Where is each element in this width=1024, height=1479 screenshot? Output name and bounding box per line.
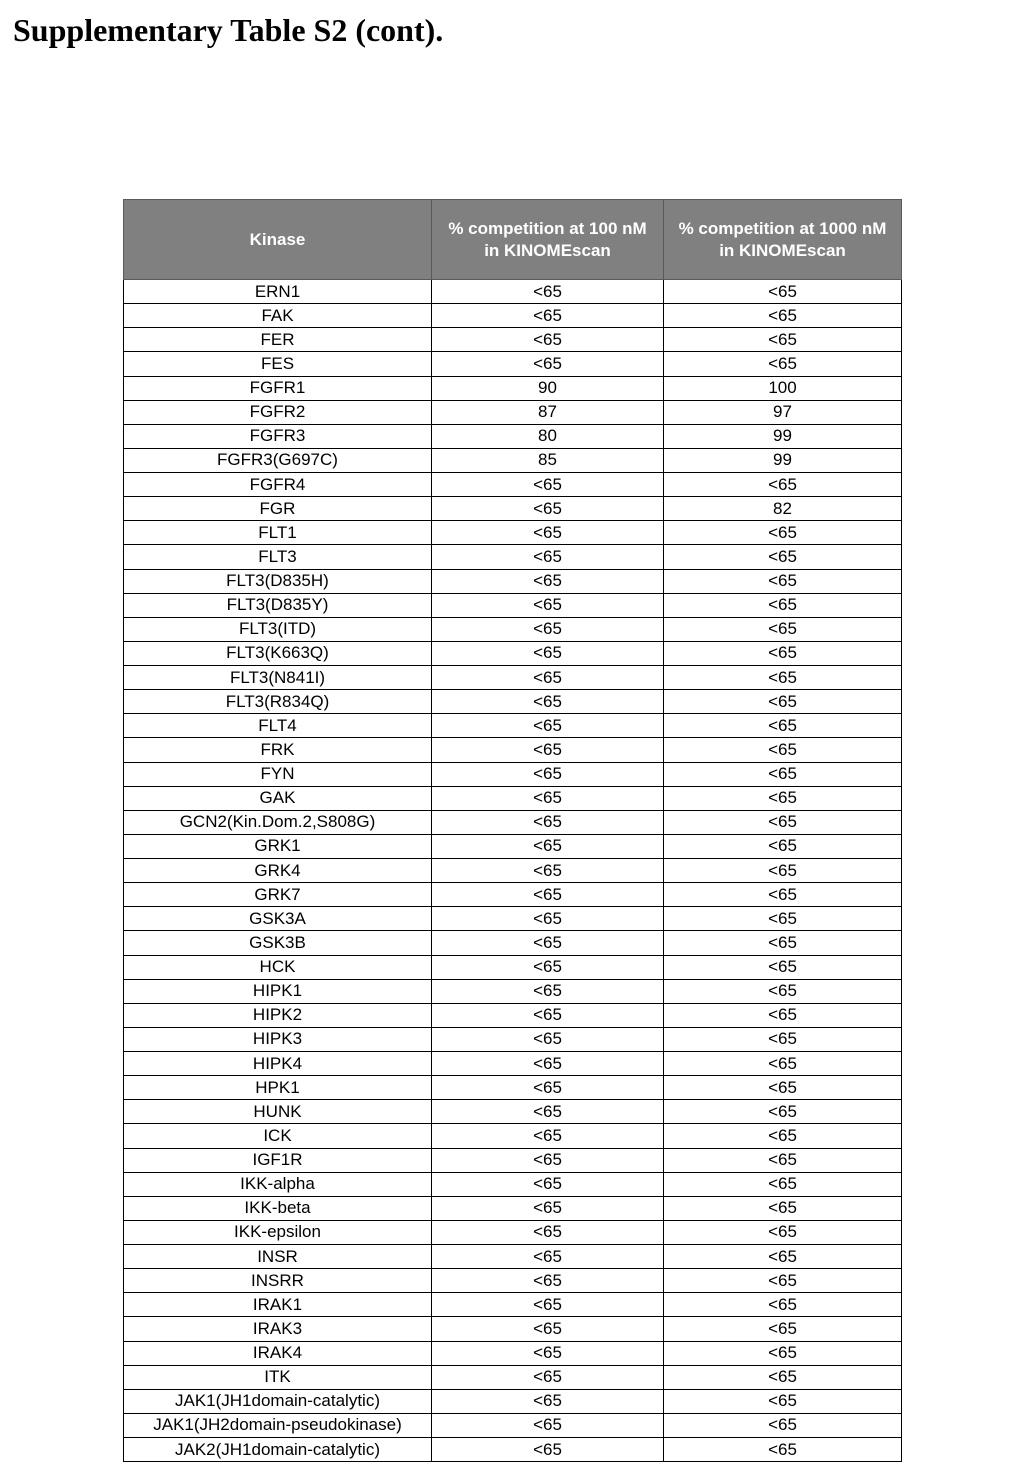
competition-1000nm-cell: <65 <box>664 641 902 665</box>
competition-1000nm-cell: <65 <box>664 690 902 714</box>
kinase-cell: GRK4 <box>124 859 432 883</box>
competition-100nm-cell: <65 <box>432 1438 664 1462</box>
competition-1000nm-cell: 99 <box>664 424 902 448</box>
competition-1000nm-cell: <65 <box>664 328 902 352</box>
table-row <box>124 1413 902 1437</box>
header-kinase-line-1: Kinase <box>249 229 306 249</box>
competition-1000nm-cell: <65 <box>664 1172 902 1196</box>
competition-100nm-cell: <65 <box>432 1124 664 1148</box>
kinase-cell: IRAK4 <box>124 1341 432 1365</box>
competition-1000nm-cell: <65 <box>664 593 902 617</box>
kinase-cell: ERN1 <box>124 280 432 304</box>
kinase-cell: FRK <box>124 738 432 762</box>
table-row <box>124 1172 902 1196</box>
table-row <box>124 376 902 400</box>
kinase-cell: GRK1 <box>124 834 432 858</box>
competition-1000nm-cell: <65 <box>664 955 902 979</box>
competition-1000nm-cell: <65 <box>664 1341 902 1365</box>
kinase-cell: ITK <box>124 1365 432 1389</box>
table-row <box>124 979 902 1003</box>
table-header <box>124 200 902 280</box>
competition-1000nm-cell: <65 <box>664 834 902 858</box>
competition-100nm-cell: <65 <box>432 304 664 328</box>
table-row <box>124 545 902 569</box>
kinase-cell: GSK3B <box>124 931 432 955</box>
kinase-cell: FES <box>124 352 432 376</box>
kinase-cell: HIPK2 <box>124 1003 432 1027</box>
table-row <box>124 617 902 641</box>
competition-100nm-cell: 87 <box>432 400 664 424</box>
table-row <box>124 593 902 617</box>
kinase-cell: FGFR3(G697C) <box>124 448 432 472</box>
kinase-cell: IGF1R <box>124 1148 432 1172</box>
competition-100nm-cell: <65 <box>432 762 664 786</box>
competition-1000nm-cell: <65 <box>664 1245 902 1269</box>
competition-1000nm-cell: <65 <box>664 1027 902 1051</box>
competition-100nm-cell: <65 <box>432 1148 664 1172</box>
competition-100nm-cell: <65 <box>432 810 664 834</box>
competition-1000nm-cell: <65 <box>664 304 902 328</box>
competition-1000nm-cell: <65 <box>664 666 902 690</box>
kinase-table <box>123 199 902 1462</box>
competition-1000nm-cell: <65 <box>664 1317 902 1341</box>
table-row <box>124 786 902 810</box>
header-competition-100nm <box>432 200 664 280</box>
competition-1000nm-cell: <65 <box>664 1148 902 1172</box>
kinase-cell: GAK <box>124 786 432 810</box>
table-row <box>124 666 902 690</box>
competition-100nm-cell: <65 <box>432 521 664 545</box>
competition-1000nm-cell: <65 <box>664 714 902 738</box>
table-row <box>124 1148 902 1172</box>
competition-100nm-cell: <65 <box>432 1003 664 1027</box>
header-competition-1000nm-line-2: in KINOMEscan <box>719 240 846 260</box>
competition-100nm-cell: <65 <box>432 1052 664 1076</box>
kinase-cell: HIPK1 <box>124 979 432 1003</box>
header-competition-100nm-line-1: % competition at 100 nM <box>448 218 647 238</box>
competition-1000nm-cell: <65 <box>664 1076 902 1100</box>
competition-100nm-cell: <65 <box>432 859 664 883</box>
table-row <box>124 1220 902 1244</box>
competition-1000nm-cell: <65 <box>664 1052 902 1076</box>
competition-1000nm-cell: <65 <box>664 1365 902 1389</box>
competition-100nm-cell: <65 <box>432 1317 664 1341</box>
kinase-cell: FGFR4 <box>124 473 432 497</box>
competition-1000nm-cell: <65 <box>664 907 902 931</box>
competition-1000nm-cell: 97 <box>664 400 902 424</box>
kinase-cell: HIPK3 <box>124 1027 432 1051</box>
kinase-cell: FLT3(D835H) <box>124 569 432 593</box>
competition-100nm-cell: <65 <box>432 979 664 1003</box>
competition-1000nm-cell: <65 <box>664 617 902 641</box>
competition-1000nm-cell: <65 <box>664 1438 902 1462</box>
kinase-cell: FER <box>124 328 432 352</box>
kinase-cell: GCN2(Kin.Dom.2,S808G) <box>124 810 432 834</box>
kinase-cell: FLT4 <box>124 714 432 738</box>
table-row <box>124 424 902 448</box>
competition-100nm-cell: <65 <box>432 497 664 521</box>
competition-1000nm-cell: <65 <box>664 931 902 955</box>
competition-1000nm-cell: 99 <box>664 448 902 472</box>
competition-1000nm-cell: <65 <box>664 1220 902 1244</box>
competition-100nm-cell: <65 <box>432 1076 664 1100</box>
kinase-cell: FAK <box>124 304 432 328</box>
kinase-cell: JAK2(JH1domain-catalytic) <box>124 1438 432 1462</box>
competition-100nm-cell: <65 <box>432 1365 664 1389</box>
table-row <box>124 1269 902 1293</box>
table-row <box>124 1100 902 1124</box>
kinase-cell: FLT3(N841I) <box>124 666 432 690</box>
table-row <box>124 280 902 304</box>
table-row <box>124 1317 902 1341</box>
kinase-cell: FGR <box>124 497 432 521</box>
competition-100nm-cell: <65 <box>432 1389 664 1413</box>
competition-1000nm-cell: <65 <box>664 521 902 545</box>
competition-100nm-cell: <65 <box>432 955 664 979</box>
table-row <box>124 690 902 714</box>
competition-100nm-cell: <65 <box>432 786 664 810</box>
competition-1000nm-cell: <65 <box>664 473 902 497</box>
header-competition-1000nm-line-1: % competition at 1000 nM <box>678 218 887 238</box>
competition-1000nm-cell: <65 <box>664 859 902 883</box>
competition-100nm-cell: <65 <box>432 883 664 907</box>
competition-1000nm-cell: <65 <box>664 1100 902 1124</box>
kinase-cell: INSRR <box>124 1269 432 1293</box>
kinase-cell: FLT3(ITD) <box>124 617 432 641</box>
table-row <box>124 931 902 955</box>
table-row <box>124 473 902 497</box>
competition-100nm-cell: <65 <box>432 617 664 641</box>
kinase-cell: FGFR1 <box>124 376 432 400</box>
table-row <box>124 810 902 834</box>
competition-100nm-cell: <65 <box>432 1245 664 1269</box>
competition-100nm-cell: <65 <box>432 834 664 858</box>
kinase-cell: HUNK <box>124 1100 432 1124</box>
competition-1000nm-cell: <65 <box>664 738 902 762</box>
table-row <box>124 521 902 545</box>
header-competition-100nm-line-2: in KINOMEscan <box>484 240 611 260</box>
competition-100nm-cell: <65 <box>432 1100 664 1124</box>
competition-100nm-cell: <65 <box>432 690 664 714</box>
kinase-cell: FGFR2 <box>124 400 432 424</box>
kinase-cell: FLT1 <box>124 521 432 545</box>
competition-100nm-cell: <65 <box>432 1413 664 1437</box>
kinase-cell: HPK1 <box>124 1076 432 1100</box>
kinase-cell: FLT3 <box>124 545 432 569</box>
table-row <box>124 448 902 472</box>
table-body <box>124 280 902 1462</box>
table-row <box>124 1003 902 1027</box>
competition-1000nm-cell: <65 <box>664 1269 902 1293</box>
competition-100nm-cell: <65 <box>432 280 664 304</box>
competition-100nm-cell: 90 <box>432 376 664 400</box>
competition-1000nm-cell: <65 <box>664 762 902 786</box>
competition-1000nm-cell: <65 <box>664 1389 902 1413</box>
table-row <box>124 1293 902 1317</box>
competition-100nm-cell: <65 <box>432 1269 664 1293</box>
kinase-cell: GSK3A <box>124 907 432 931</box>
competition-100nm-cell: 80 <box>432 424 664 448</box>
competition-1000nm-cell: <65 <box>664 545 902 569</box>
competition-100nm-cell: <65 <box>432 738 664 762</box>
competition-100nm-cell: <65 <box>432 473 664 497</box>
competition-1000nm-cell: <65 <box>664 280 902 304</box>
competition-100nm-cell: <65 <box>432 545 664 569</box>
table-row <box>124 304 902 328</box>
competition-100nm-cell: <65 <box>432 1341 664 1365</box>
table-row <box>124 1365 902 1389</box>
kinase-cell: INSR <box>124 1245 432 1269</box>
table-row <box>124 1389 902 1413</box>
competition-1000nm-cell: <65 <box>664 1413 902 1437</box>
table-row <box>124 1196 902 1220</box>
kinase-cell: JAK1(JH2domain-pseudokinase) <box>124 1413 432 1437</box>
table-row <box>124 834 902 858</box>
table-row <box>124 1027 902 1051</box>
competition-1000nm-cell: <65 <box>664 1293 902 1317</box>
kinase-cell: FLT3(D835Y) <box>124 593 432 617</box>
kinase-cell: FLT3(R834Q) <box>124 690 432 714</box>
competition-100nm-cell: <65 <box>432 931 664 955</box>
competition-1000nm-cell: <65 <box>664 569 902 593</box>
competition-1000nm-cell: 100 <box>664 376 902 400</box>
competition-1000nm-cell: <65 <box>664 1124 902 1148</box>
kinase-cell: JAK1(JH1domain-catalytic) <box>124 1389 432 1413</box>
competition-100nm-cell: <65 <box>432 666 664 690</box>
table-row <box>124 738 902 762</box>
competition-100nm-cell: <65 <box>432 1172 664 1196</box>
table-row <box>124 955 902 979</box>
competition-100nm-cell: <65 <box>432 1293 664 1317</box>
competition-100nm-cell: <65 <box>432 569 664 593</box>
table-row <box>124 1341 902 1365</box>
kinase-cell: IRAK3 <box>124 1317 432 1341</box>
header-row <box>124 200 902 280</box>
competition-100nm-cell: <65 <box>432 593 664 617</box>
table-row <box>124 883 902 907</box>
table-row <box>124 1245 902 1269</box>
kinase-cell: ICK <box>124 1124 432 1148</box>
competition-1000nm-cell: <65 <box>664 810 902 834</box>
kinase-cell: HIPK4 <box>124 1052 432 1076</box>
competition-100nm-cell: <65 <box>432 1220 664 1244</box>
table-row <box>124 497 902 521</box>
competition-100nm-cell: <65 <box>432 328 664 352</box>
kinase-cell: GRK7 <box>124 883 432 907</box>
header-kinase <box>124 200 432 280</box>
table-row <box>124 1076 902 1100</box>
table-row <box>124 569 902 593</box>
competition-1000nm-cell: <65 <box>664 352 902 376</box>
page-title: Supplementary Table S2 (cont). <box>13 12 444 48</box>
competition-1000nm-cell: 82 <box>664 497 902 521</box>
kinase-cell: FGFR3 <box>124 424 432 448</box>
competition-100nm-cell: <65 <box>432 907 664 931</box>
kinase-cell: HCK <box>124 955 432 979</box>
competition-1000nm-cell: <65 <box>664 1003 902 1027</box>
competition-100nm-cell: <65 <box>432 1027 664 1051</box>
competition-100nm-cell: 85 <box>432 448 664 472</box>
table-row <box>124 1124 902 1148</box>
kinase-cell: IKK-alpha <box>124 1172 432 1196</box>
kinase-cell: FYN <box>124 762 432 786</box>
table-row <box>124 859 902 883</box>
table-row <box>124 641 902 665</box>
table-row <box>124 400 902 424</box>
table-row <box>124 1052 902 1076</box>
header-competition-1000nm <box>664 200 902 280</box>
kinase-cell: IKK-beta <box>124 1196 432 1220</box>
kinase-cell: IRAK1 <box>124 1293 432 1317</box>
competition-100nm-cell: <65 <box>432 352 664 376</box>
table-row <box>124 714 902 738</box>
competition-100nm-cell: <65 <box>432 641 664 665</box>
competition-1000nm-cell: <65 <box>664 883 902 907</box>
competition-100nm-cell: <65 <box>432 1196 664 1220</box>
table-row <box>124 352 902 376</box>
table-row <box>124 907 902 931</box>
table-row <box>124 762 902 786</box>
table-row <box>124 328 902 352</box>
kinase-cell: IKK-epsilon <box>124 1220 432 1244</box>
competition-100nm-cell: <65 <box>432 714 664 738</box>
competition-1000nm-cell: <65 <box>664 979 902 1003</box>
kinase-cell: FLT3(K663Q) <box>124 641 432 665</box>
competition-1000nm-cell: <65 <box>664 1196 902 1220</box>
table-row <box>124 1438 902 1462</box>
competition-1000nm-cell: <65 <box>664 786 902 810</box>
